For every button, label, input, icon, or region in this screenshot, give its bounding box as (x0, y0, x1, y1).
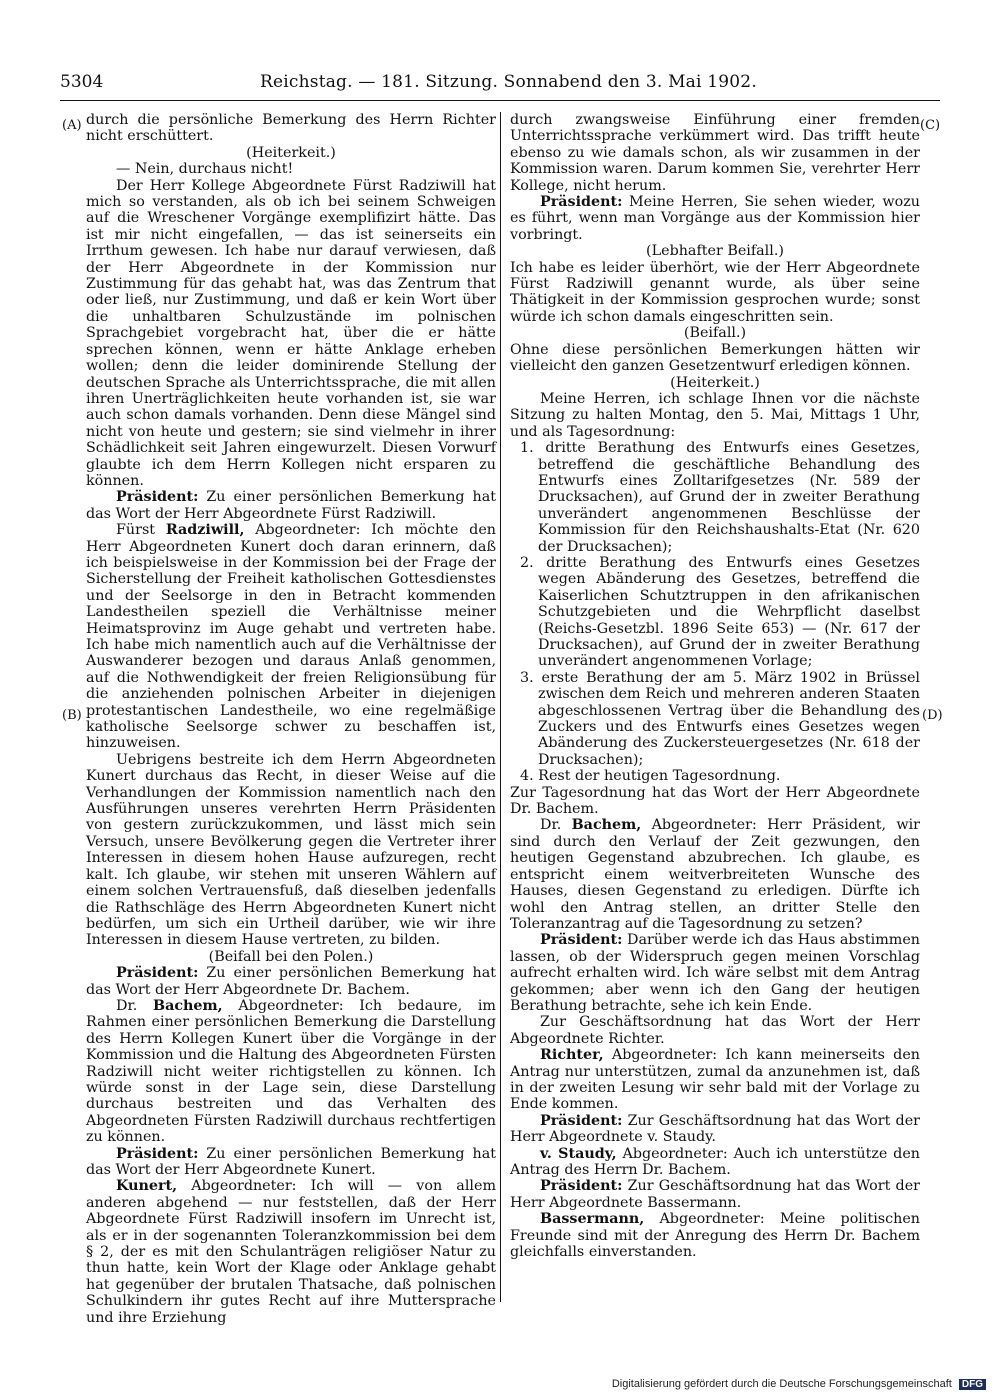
speaker-name: Bachem, (152, 997, 223, 1014)
paragraph (86, 998, 496, 1146)
paragraph (86, 178, 496, 490)
margin-marker-a: (A) (62, 118, 82, 133)
running-title: Reichstag. — 181. Sitzung. Sonnabend den 3. Mai 1902. (260, 72, 757, 92)
footer-text: Digitalisierung gefördert durch die Deutsche Forschungsgemeinschaft (611, 1378, 952, 1390)
speaker-name: Kunert, (116, 1178, 178, 1195)
paragraph-text: Zur Tagesordnung hat das Wort der Herr Abgeordnete Dr. Bachem. (510, 784, 920, 818)
margin-marker-c: (C) (920, 118, 941, 133)
paragraph (510, 260, 920, 326)
paragraph (86, 522, 496, 752)
header-rule (60, 100, 940, 101)
paragraph-text: Der Herr Kollege Abgeordnete Fürst Radziwill hat mich so verstanden, als ob ich bei seinem Schweigen auf die Wreschener Vorgänge exemplifizirt hätte. Das ist mir nicht eingefallen, — das ist seinerseits ein Irrthum gewesen. Ich habe nur darauf verwiesen, daß der Herr Abgeordnete in der Kommission nur Zustimmung für das gehabt hat, was das Zentrum that oder ließ, nur Zustimmung, und daß er kein Wort über die unhaltbaren Schulzustände im polnischen Sprachgebiet vorgebracht hat, über die er hätte sprechen können, wenn er hätte Anklage erheben wollen; denn die leider dominirende Stellung der deutschen Sprache als Unterrichtssprache, die mit allen ihren Unerträglichkeiten heute vorhanden ist, sie war auch schon damals vorhanden. Denn diese Mängel sind nicht von heute und gestern; sie sind vielmehr in ihrer Schädlichkeit seit Jahren eingewurzelt. Diesen Vorwurf glaubte ich dem Herrn Kollegen nicht ersparen zu können. (86, 177, 496, 489)
paragraph (510, 112, 920, 194)
paragraph-text: 4. Rest der heutigen Tagesordnung. (520, 768, 781, 785)
paragraph (510, 391, 920, 440)
paragraph-text: 2. dritte Berathung des Entwurfs eines Gesetzes wegen Abänderung des Gesetzes, betreffend die Kaiserlichen Schutztruppen in den afrikanischen Schutzgebieten und die Wehrpflicht daselbst (Reichs-Gesetzbl. 1896 Seite 653) — (Nr. 617 der Drucksachen), auf Grund der in zweiter Berathung unverändert angenommenen Vorlage; (520, 554, 920, 670)
paragraph-text: Zur Geschäftsordnung hat das Wort der Herr Abgeordnete Bassermann. (510, 1178, 920, 1211)
paragraph-text: Abgeordneter: Herr Präsident, wir sind durch den Verlauf der Zeit gezwungen, den heutigen Gegenstand abzubrechen. Ich glaube, es entspricht einem weitverbreiteten Wunsche des Hauses, diesen Gegenstand zu erledigen. Dürfte ich wohl den Antrag stellen, an dritter Stelle den Toleranzantrag auf die Tagesordnung zu setzen? (510, 817, 920, 932)
column-divider (500, 112, 501, 1302)
speaker-name: Präsident: (540, 194, 623, 211)
paragraph-text: Zu einer persönlichen Bemerkung hat das Wort der Herr Abgeordnete Kunert. (86, 1145, 496, 1178)
paragraph (510, 932, 920, 1014)
paragraph (510, 785, 920, 818)
paragraph (510, 1146, 920, 1179)
paragraph-text: Zur Geschäftsordnung hat das Wort der Herr Abgeordnete v. Staudy. (510, 1112, 920, 1146)
margin-marker-d: (D) (922, 708, 943, 723)
paragraph-text: Zu einer persönlichen Bemerkung hat das Wort der Herr Abgeordnete Fürst Radziwill. (86, 489, 496, 522)
paragraph-text: 3. erste Berathung der am 5. März 1902 in Brüssel zwischen dem Reich und mehreren anderen Staaten abgeschlossenen Vertrag über die Behandlung des Zuckers und des Entwurfs eines Gesetzes wegen Abänderung des Zuckersteuergesetzes (Nr. 618 der Drucksachen); (520, 669, 920, 768)
agenda-item (510, 768, 920, 784)
paragraph (510, 194, 920, 243)
agenda-item (510, 555, 920, 670)
agenda-item (510, 670, 920, 768)
paragraph-text: Meine Herren, ich schlage Ihnen vor die nächste Sitzung zu halten Montag, den 5. Mai, Mittags 1 Uhr, und als Tagesordnung: (510, 390, 920, 440)
paragraph-text: durch die persönliche Bemerkung des Herrn Richter nicht erschüttert. (86, 112, 496, 145)
paragraph-text: Dr. (116, 997, 153, 1014)
paragraph (86, 489, 496, 522)
stage-direction (510, 325, 920, 341)
paragraph (86, 965, 496, 998)
paragraph-text: durch zwangsweise Einführung einer fremden Unterrichtssprache verkümmert wird. Das trifft heute ebenso zu wie damals schon, als wir zusammen in der Kommission waren. Darum kommen Sie, verehrter Herr Kollege, nicht herum. (510, 112, 920, 194)
paragraph (510, 342, 920, 375)
speaker-name: Präsident: (116, 965, 199, 982)
paragraph (510, 817, 920, 932)
speaker-name: Präsident: (540, 932, 623, 949)
paragraph-text: 1. dritte Berathung des Entwurfs eines Gesetzes, betreffend die geschäftliche Behandlung des Entwurfs eines Zolltarifgesetzes (Nr. 589 der Drucksachen), auf Grund der in zweiter Berathung unverändert angenommenen Beschlüsse der Kommission für den Reichshaushalts-Etat (Nr. 620 der Drucksachen); (520, 440, 920, 555)
speaker-name: Bassermann, (540, 1211, 645, 1228)
speaker-name: Präsident: (540, 1178, 623, 1195)
paragraph-text: Abgeordneter: Ich kann meinerseits den Antrag nur unterstützen, zumal da anzunehmen ist, daß in der zweiten Lesung wir sehr bald mit der Vorlage zu Ende kommen. (510, 1047, 920, 1113)
footer (612, 1378, 986, 1390)
paragraph (510, 1113, 920, 1146)
paragraph-text: Abgeordneter: Ich will — von allem anderen abgehend — nur feststellen, daß der Herr Abgeordnete Fürst Radziwill insofern im Unrecht ist, als er in der sogenannten Toleranzkommission bei dem § 2, der es mit den Schulanträgen religiöser Natur zu thun hatte, kein Wort der Klage oder Anklage gehabt hat gegenüber der brutalen Thatsache, daß polnischen Schulkindern ihr gutes Recht auf ihre Muttersprache und ihre Erziehung (86, 1178, 496, 1326)
paragraph (510, 1014, 920, 1047)
paragraph-text: Uebrigens bestreite ich dem Herrn Abgeordneten Kunert durchaus das Recht, in dieser Weise auf die Verhandlungen der Kommission namentlich nach den Ausführungen unseres verehrten Herrn Präsidenten von gestern zurückzukommen, und lässt mich sein Versuch, unsere Bevölkerung gegen die Vertreter ihrer Interessen in diesem hohen Hause aufzuregen, recht kalt. Ich glaube, wir stehen mit unseren Wählern auf einem solchen Vertrauensfuß, daß dieselben jedenfalls die Rathschläge des Herrn Abgeordneten Kunert nicht bedürfen, um sich ein Urtheil darüber, wie wir ihre Interessen in diesem Hause vertreten, zu bilden. (86, 751, 496, 949)
speaker-name: Richter, (540, 1047, 604, 1064)
paragraph (510, 1047, 920, 1113)
agenda-item (510, 440, 920, 555)
paragraph-text: Abgeordneter: Auch ich unterstütze den Antrag des Herrn Dr. Bachem. (510, 1145, 920, 1178)
paragraph-text: Meine Herren, Sie sehen wieder, wozu es führt, wenn man Vorgänge aus der Kommission hier vorbringt. (510, 194, 920, 243)
page-header (60, 68, 940, 98)
left-column (86, 112, 496, 1326)
paragraph-text: Abgeordneter: Meine politischen Freunde sind mit der Anregung des Herrn Dr. Bachem gleichfalls einverstanden. (510, 1211, 920, 1261)
paragraph-text: (Beifall.) (683, 325, 747, 342)
right-column (510, 112, 920, 1260)
paragraph-text: — Nein, durchaus nicht! (116, 161, 294, 178)
stage-direction (86, 145, 496, 161)
speaker-name: v. Staudy, (540, 1145, 617, 1162)
paragraph-text: Fürst (116, 522, 166, 539)
stage-direction (510, 243, 920, 259)
paragraph-text: Ich habe es leider überhört, wie der Herr Abgeordnete Fürst Radziwill genannt wurde, als über seine Thätigkeit in der Kommission gesprochen wurde; sonst würde ich schon damals eingeschritten sein. (510, 259, 920, 325)
paragraph-text: Abgeordneter: Ich möchte den Herr Abgeordneten Kunert doch daran erinnern, daß ich beispielsweise in der Kommission bei der Frage der Sicherstellung der Freiheit katholischen Gottesdienstes und der Seelsorge in den in Betracht kommenden Landestheilen speziell die Verhältnisse meiner Heimatsprovinz im Auge gehabt und vertreten habe. Ich habe mich namentlich auch auf die Verhältnisse der Auswanderer bezogen und daraus Anlaß genommen, auf die Nothwendigkeit der freien Religionsübung für die anziehenden polnischen Arbeiter in diejenigen protestantischen Landestheile, wo eine regelmäßige katholische Seelsorge schwer zu beschaffen ist, hinzuweisen. (86, 522, 497, 752)
dfg-logo: DFG (959, 1379, 986, 1390)
paragraph-text: Ohne diese persönlichen Bemerkungen hätten wir vielleicht den ganzen Gesetzentwurf erledigen können. (510, 341, 920, 375)
paragraph-text: (Heiterkeit.) (670, 374, 760, 391)
speaker-name: Präsident: (540, 1112, 623, 1129)
paragraph-text: (Heiterkeit.) (246, 144, 336, 161)
paragraph (86, 752, 496, 949)
margin-marker-b: (B) (62, 708, 82, 723)
paragraph-text: (Beifall bei den Polen.) (208, 948, 374, 965)
paragraph-text: Dr. (540, 817, 572, 834)
speaker-name: Präsident: (116, 1145, 199, 1162)
stage-direction (86, 949, 496, 965)
paragraph (86, 161, 496, 177)
stage-direction (510, 375, 920, 391)
paragraph-text: Abgeordneter: Ich bedaure, im Rahmen einer persönlichen Bemerkung die Darstellung des Herrn Kollegen Kunert über die Vorgänge in der Kommission und die Haltung des Abgeordneten Fürsten Radziwill nicht weiter richtigstellen zu können. Ich würde sonst in der Lage sein, diese Darstellung durchaus bestreiten und das Verhalten des Abgeordneten Fürsten Radziwill durchaus rechtfertigen zu können. (86, 997, 496, 1146)
page-number: 5304 (60, 72, 104, 92)
paragraph (86, 1146, 496, 1179)
paragraph-text: (Lebhafter Beifall.) (646, 243, 784, 260)
speaker-name: Präsident: (116, 489, 199, 506)
paragraph-text: Darüber werde ich das Haus abstimmen lassen, ob der Widerspruch gegen meinen Vorschlag aufrecht erhalten wird. Ich wäre selbst mit dem Antrag gekommen; aber wenn ich den Gang der heutigen Berathung betrachte, sehe ich kein Ende. (510, 932, 920, 1014)
paragraph (510, 1178, 920, 1211)
paragraph (86, 1178, 496, 1326)
paragraph-text: Zu einer persönlichen Bemerkung hat das Wort der Herr Abgeordnete Dr. Bachem. (86, 965, 496, 998)
paragraph (86, 112, 496, 145)
paragraph (510, 1211, 920, 1260)
speaker-name: Radziwill, (165, 522, 245, 539)
paragraph-text: Zur Geschäftsordnung hat das Wort der Herr Abgeordnete Richter. (510, 1014, 920, 1047)
speaker-name: Bachem, (571, 817, 642, 834)
